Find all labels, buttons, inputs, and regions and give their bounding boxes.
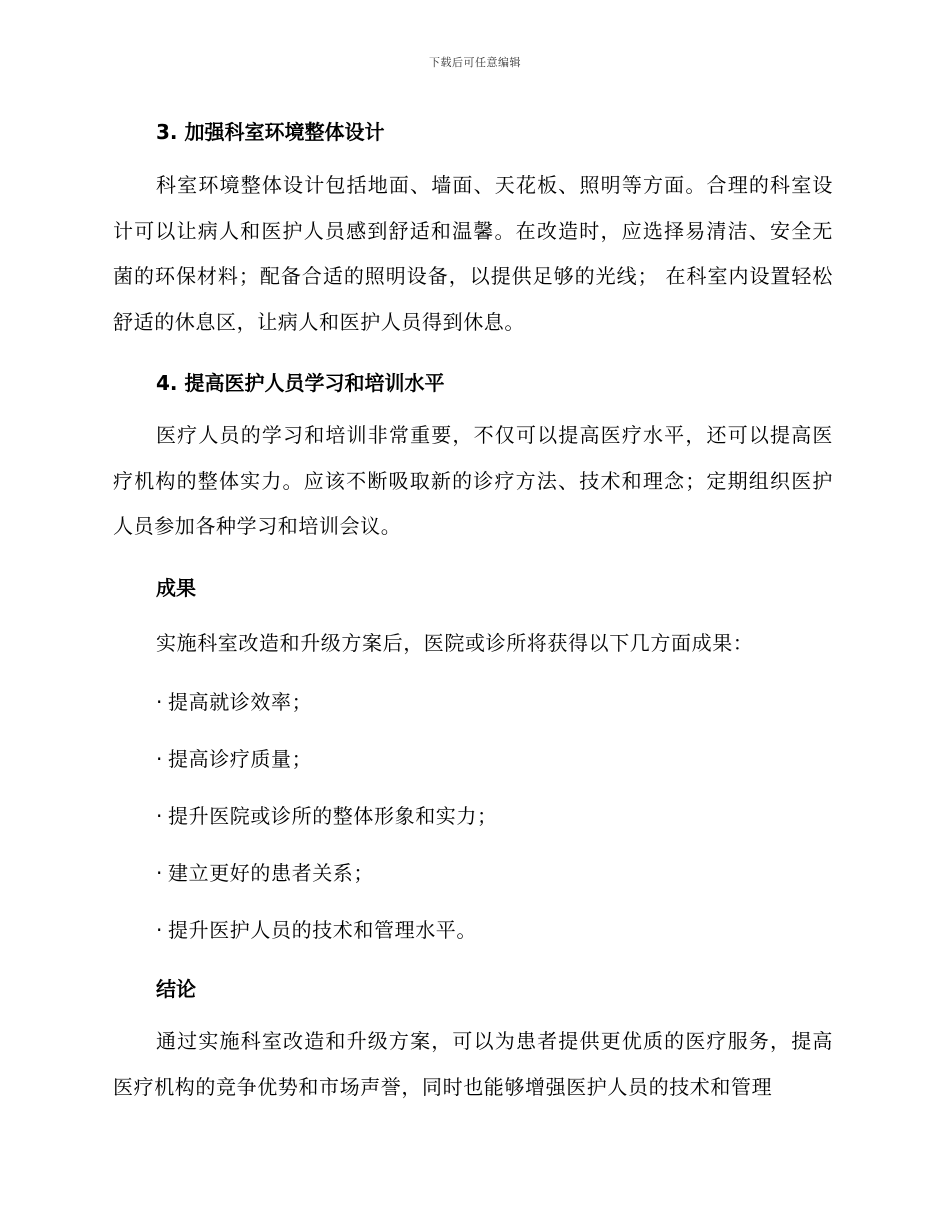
list-item-text: 提升医院或诊所的整体形象和实力； — [168, 804, 498, 828]
results-list-item — [156, 800, 498, 829]
section-3-heading: 3. 加强科室环境整体设计 — [156, 120, 385, 144]
page-header-note: 下载后可任意编辑 — [429, 56, 521, 69]
list-item-text: 提高诊疗质量； — [168, 747, 313, 771]
results-list-item — [156, 914, 477, 943]
bullet-icon: · — [156, 861, 163, 885]
results-intro: 实施科室改造和升级方案后，医院或诊所将获得以下几方面成果： — [156, 631, 754, 655]
conclusion-heading: 结论 — [156, 977, 196, 1001]
conclusion-body: 通过实施科室改造和升级方案，可以为患者提供更优质的医疗服务，提高医疗机构的竞争优势和市场声誉，同时也能够增强医护人员的技术和管理 — [113, 1029, 833, 1099]
bullet-icon: · — [156, 918, 163, 942]
section-4-heading: 4. 提高医护人员学习和培训水平 — [156, 371, 445, 395]
list-item-text: 建立更好的患者关系； — [168, 861, 374, 885]
results-list-item — [156, 857, 374, 886]
section-3-body: 科室环境整体设计包括地面、墙面、天花板、照明等方面。合理的科室设计可以让病人和医护人员感到舒适和温馨。在改造时，应选择易清洁、安全无菌的环保材料；配备合适的照明设备，以提供足够的光线； 在科室内设置轻松舒适的休息区，让病人和医护人员得到休息。 — [113, 173, 833, 334]
bullet-icon: · — [156, 804, 163, 828]
results-list-item — [156, 686, 312, 715]
list-item-text: 提升医护人员的技术和管理水平。 — [168, 918, 477, 942]
results-heading: 成果 — [156, 576, 196, 600]
bullet-icon: · — [156, 747, 163, 771]
bullet-icon: · — [156, 690, 163, 714]
section-4-body: 医疗人员的学习和培训非常重要，不仅可以提高医疗水平，还可以提高医疗机构的整体实力。应该不断吸取新的诊疗方法、技术和理念；定期组织医护人员参加各种学习和培训会议。 — [113, 423, 833, 538]
results-list-item — [156, 743, 312, 772]
list-item-text: 提高就诊效率； — [168, 690, 313, 714]
